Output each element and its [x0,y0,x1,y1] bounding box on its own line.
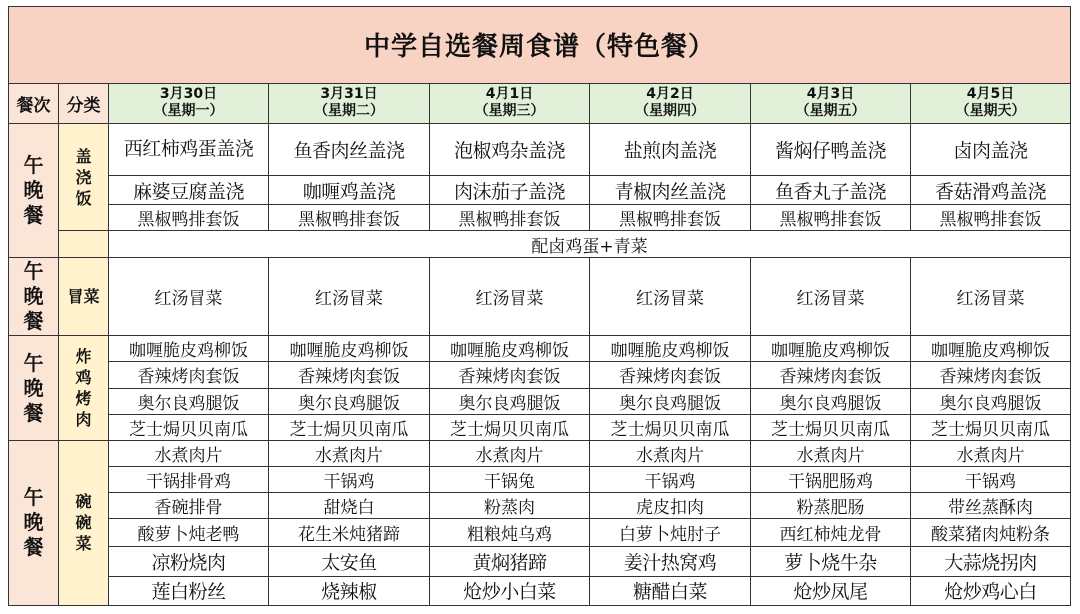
side-note: 配卤鸡蛋+青菜 [109,231,1071,257]
meal-char: 午 [23,258,44,283]
dish-cell: 咖喱脆皮鸡柳饭 [590,336,751,362]
day-date: 4月3日 [806,86,855,103]
header-row [9,83,1071,123]
dish-cell: 水煮肉片 [269,440,430,466]
dish-cell: 麻婆豆腐盖浇 [109,176,269,205]
dish-cell: 肉沫茄子盖浇 [430,176,590,205]
dish-cell: 黑椒鸭排套饭 [269,205,430,231]
dish-cell: 鱼香丸子盖浇 [751,176,911,205]
meal-label [9,336,59,441]
table-row [9,176,1071,205]
dish-cell: 红汤冒菜 [269,257,430,336]
dish-cell: 红汤冒菜 [430,257,590,336]
table-row [9,576,1071,605]
dish-cell: 香辣烤肉套饭 [430,362,590,388]
meal-char: 餐 [23,202,44,227]
dish-cell: 黑椒鸭排套饭 [590,205,751,231]
dish-cell: 黑椒鸭排套饭 [109,205,269,231]
dish-cell: 奥尔良鸡腿饭 [269,388,430,414]
dish-cell: 粗粮炖乌鸡 [430,519,590,546]
category-label [59,440,109,605]
title-row [9,7,1071,84]
table-row [9,414,1071,440]
table-row [9,440,1071,466]
category-char: 菜 [75,534,92,554]
day-header [911,83,1071,123]
dish-cell: 咖喱脆皮鸡柳饭 [430,336,590,362]
table-row [9,336,1071,362]
day-date: 3月31日 [320,86,378,103]
meal-char: 晚 [23,283,44,308]
day-weekday: （星期五） [795,103,866,120]
dish-cell: 花生米炖猪蹄 [269,519,430,546]
category-label [59,336,109,441]
dish-cell: 黑椒鸭排套饭 [430,205,590,231]
meal-header: 餐次 [9,83,59,123]
category-char: 饭 [75,188,92,208]
meal-label [9,257,59,336]
dish-cell: 香辣烤肉套饭 [590,362,751,388]
day-header [430,83,590,123]
dish-cell: 太安鱼 [269,546,430,576]
day-weekday: （星期二） [314,103,384,120]
dish-cell: 香辣烤肉套饭 [911,362,1071,388]
day-date: 4月1日 [485,86,534,103]
dish-cell: 香辣烤肉套饭 [751,362,911,388]
dish-cell: 泡椒鸡杂盖浇 [430,123,590,175]
dish-cell: 咖喱脆皮鸡柳饭 [269,336,430,362]
category-char: 烤 [75,389,92,408]
category-char: 浇 [75,167,92,187]
dish-cell: 白萝卜炖肘子 [590,519,751,546]
dish-cell: 红汤冒菜 [751,257,911,336]
dish-cell: 红汤冒菜 [109,257,269,336]
dish-cell: 芝士焗贝贝南瓜 [590,414,751,440]
dish-cell: 西红柿炖龙骨 [751,519,911,546]
meal-label [9,123,59,257]
meal-char: 午 [23,350,44,375]
dish-cell: 莲白粉丝 [109,576,269,605]
dish-cell: 干锅兔 [430,467,590,493]
table-row [9,493,1071,519]
dish-cell: 酱焖仔鸭盖浇 [751,123,911,175]
dish-cell: 芝士焗贝贝南瓜 [109,414,269,440]
meal-char: 晚 [23,510,44,535]
dish-cell: 干锅鸡 [269,467,430,493]
meal-char: 午 [23,485,44,510]
dish-cell: 红汤冒菜 [590,257,751,336]
dish-cell: 干锅鸡 [590,467,751,493]
dish-cell: 虎皮扣肉 [590,493,751,519]
dish-cell: 红汤冒菜 [911,257,1071,336]
dish-cell: 水煮肉片 [911,440,1071,466]
day-weekday: （星期天） [955,103,1026,120]
dish-cell: 咖喱鸡盖浇 [269,176,430,205]
dish-cell: 粉蒸肥肠 [751,493,911,519]
day-date: 3月30日 [159,86,218,103]
day-weekday: （星期一） [153,103,224,120]
day-date: 4月5日 [966,86,1015,103]
dish-cell: 干锅肥肠鸡 [751,467,911,493]
table-row [9,467,1071,493]
weekly-menu-table [8,6,1071,606]
dish-cell: 炝炒凤尾 [751,576,911,605]
dish-cell: 香碗排骨 [109,493,269,519]
dish-cell: 凉粉烧肉 [109,546,269,576]
dish-cell: 芝士焗贝贝南瓜 [269,414,430,440]
day-weekday: （星期四） [635,103,705,120]
table-row [9,257,1071,336]
dish-cell: 带丝蒸酥肉 [911,493,1071,519]
dish-cell: 黄焖猪蹄 [430,546,590,576]
table-row [9,123,1071,175]
dish-cell: 芝士焗贝贝南瓜 [430,414,590,440]
day-header [109,83,269,123]
table-row [9,362,1071,388]
meal-char: 餐 [23,308,44,333]
dish-cell: 咖喱脆皮鸡柳饭 [109,336,269,362]
dish-cell: 干锅排骨鸡 [109,467,269,493]
page-title: 中学自选餐周食谱（特色餐） [9,7,1071,84]
dish-cell: 奥尔良鸡腿饭 [430,388,590,414]
dish-cell: 水煮肉片 [590,440,751,466]
dish-cell: 水煮肉片 [430,440,590,466]
table-row [9,231,1071,257]
day-header [269,83,430,123]
category-char: 肉 [75,410,92,429]
dish-cell: 萝卜烧牛杂 [751,546,911,576]
category-char: 炸 [75,347,92,366]
dish-cell: 奥尔良鸡腿饭 [751,388,911,414]
dish-cell: 酸萝卜炖老鸭 [109,519,269,546]
dish-cell: 香菇滑鸡盖浇 [911,176,1071,205]
dish-cell: 烧辣椒 [269,576,430,605]
dish-cell: 奥尔良鸡腿饭 [109,388,269,414]
category-header: 分类 [59,83,109,123]
dish-cell: 西红柿鸡蛋盖浇 [109,123,269,175]
meal-char: 晚 [23,375,44,400]
day-header [751,83,911,123]
category-char: 碗 [75,513,92,533]
dish-cell: 炝炒小白菜 [430,576,590,605]
dish-cell: 奥尔良鸡腿饭 [911,388,1071,414]
category-char: 碗 [75,492,92,512]
dish-cell: 姜汁热窝鸡 [590,546,751,576]
dish-cell: 水煮肉片 [109,440,269,466]
meal-label [9,440,59,605]
dish-cell: 卤肉盖浇 [911,123,1071,175]
dish-cell: 甜烧白 [269,493,430,519]
meal-char: 晚 [23,177,44,202]
dish-cell: 咖喱脆皮鸡柳饭 [911,336,1071,362]
dish-cell: 炝炒鸡心白 [911,576,1071,605]
dish-cell: 香辣烤肉套饭 [109,362,269,388]
dish-cell: 水煮肉片 [751,440,911,466]
dish-cell: 芝士焗贝贝南瓜 [911,414,1071,440]
table-row [9,388,1071,414]
dish-cell: 大蒜烧拐肉 [911,546,1071,576]
category-char: 盖 [75,146,92,166]
category-label [59,123,109,231]
dish-cell: 黑椒鸭排套饭 [911,205,1071,231]
dish-cell: 鱼香肉丝盖浇 [269,123,430,175]
category-label: 冒菜 [59,257,109,336]
table-row [9,546,1071,576]
dish-cell: 盐煎肉盖浇 [590,123,751,175]
dish-cell: 黑椒鸭排套饭 [751,205,911,231]
dish-cell: 芝士焗贝贝南瓜 [751,414,911,440]
dish-cell: 糖醋白菜 [590,576,751,605]
day-header [590,83,751,123]
meal-char: 餐 [23,535,44,560]
dish-cell: 奥尔良鸡腿饭 [590,388,751,414]
category-blank [59,231,109,257]
dish-cell: 咖喱脆皮鸡柳饭 [751,336,911,362]
table-row [9,205,1071,231]
meal-char: 午 [23,152,44,177]
dish-cell: 粉蒸肉 [430,493,590,519]
category-char: 鸡 [75,368,92,387]
dish-cell: 干锅鸡 [911,467,1071,493]
dish-cell: 青椒肉丝盖浇 [590,176,751,205]
dish-cell: 香辣烤肉套饭 [269,362,430,388]
table-row [9,519,1071,546]
dish-cell: 酸菜猪肉炖粉条 [911,519,1071,546]
day-date: 4月2日 [646,86,694,103]
day-weekday: （星期三） [474,103,545,120]
meal-char: 餐 [23,400,44,425]
